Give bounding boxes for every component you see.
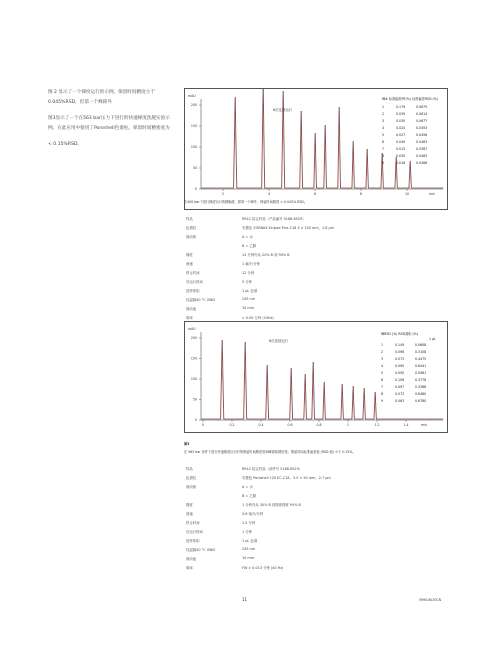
- rsd-2-rt-rsd: 0.090: [395, 364, 405, 368]
- rsd-2-peak: 2: [381, 350, 384, 354]
- rsd-1-rt-rsd: 0.030: [396, 119, 406, 123]
- runs-annotation: 6次连续运行: [273, 108, 293, 112]
- x-tick-label: 1: [346, 423, 350, 427]
- conditions-1-key: 后运行时间: [186, 280, 203, 284]
- conditions-1-value: > 0.05 分钟 (10Hz): [242, 316, 274, 320]
- rsd-2-area-rsd: 0.0608: [415, 343, 427, 347]
- conditions-2-key: 后运行时间: [186, 530, 203, 534]
- conditions-1-value: 5 分钟: [242, 280, 253, 284]
- rsd-2-rt-rsd: 0.073: [395, 357, 405, 361]
- rsd-1-area-rsd: 0.0483: [416, 154, 428, 158]
- rsd-1-area-rsd: 0.0677: [416, 119, 428, 123]
- figure-2-caption-text: 在400 bar下进行梯度运行的精确度，除第一个峰外，保留时间精度 < 0.045% RSD。: [184, 200, 308, 204]
- intro-paragraph-3: < 0.15%RSD。: [48, 142, 83, 147]
- conditions-1-value: 1 毫升/分钟: [242, 262, 260, 266]
- conditions-2-value: 1.5 分钟: [242, 521, 256, 525]
- rsd-2-peak: 6: [381, 378, 384, 382]
- conditions-2-key: 色谱柱: [186, 476, 197, 480]
- y-tick-label: 0: [194, 187, 197, 191]
- conditions-1-key: 样品: [186, 217, 193, 221]
- y-tick-label: 100: [190, 377, 197, 381]
- rsd-2-peak: 7: [381, 385, 384, 389]
- x-tick-label: 1.2: [374, 423, 380, 427]
- conditions-1-value: 1 µL 色谱: [242, 289, 258, 293]
- rsd-2-area-rsd: 0.6780: [415, 399, 427, 403]
- conditions-1-value: 12 分钟内从 20% B 到 90% B: [242, 253, 290, 257]
- y-tick-label: 150: [190, 124, 197, 128]
- rsd-1-peak: 9: [382, 161, 385, 165]
- rsd-1-area-rsd: 0.0675: [416, 105, 428, 109]
- intro-text: [48, 88, 173, 156]
- conditions-1-key: 柱温箱40 °C VWD: [186, 298, 215, 302]
- conditions-1-key: 停止时间: [186, 271, 200, 275]
- x-tick-label: 4: [267, 192, 271, 196]
- rsd-2-rt-rsd: 0.106: [395, 378, 405, 382]
- conditions-1-key: 流动池: [186, 307, 197, 311]
- y-unit-label: mAU: [188, 94, 196, 98]
- rsd-1-rt-rsd: 0.024: [396, 126, 406, 130]
- conditions-1-value: RRLC 检定样品（产品编号 5188-6529）: [242, 217, 306, 221]
- rsd-1-area-rsd: 0.0387: [416, 147, 428, 151]
- rsd-1-area-rsd: 0.0456: [416, 133, 428, 137]
- conditions-2-value: A = 水: [242, 485, 253, 489]
- rsd-1-peak: 4: [382, 126, 385, 130]
- conditions-2-value: FW > 0.013 分钟 (40 Hz): [242, 566, 284, 570]
- page-number: [242, 597, 247, 602]
- conditions-1-key: 色谱柱: [186, 226, 197, 230]
- x-tick-label: 1.4: [403, 423, 409, 427]
- conditions-2-value: 245 nm: [242, 547, 256, 551]
- rsd-1-area-rsd: 0.0453: [416, 126, 428, 130]
- rsd-table-1-header: 峰# 标准偏差RT(%) 标准偏差RSD (%): [382, 97, 439, 101]
- rsd-1-peak: 2: [382, 112, 385, 116]
- rsd-1-rt-rsd: 0.040: [396, 140, 406, 144]
- rsd-1-rt-rsd: 0.027: [396, 133, 406, 137]
- rsd-table-2-header: 峰RSD (%) RSD面积 (%): [381, 332, 419, 336]
- rsd-1-peak: 8: [382, 154, 385, 158]
- rsd-table-2: [381, 331, 445, 411]
- conditions-1-value: B = 乙腈: [242, 244, 257, 248]
- conditions-2-value: RRLC 检定样品（部件号 5188-6529）: [242, 467, 303, 471]
- conditions-2-value: 1 分钟内从 30% B 到梯度梯度 95% B: [242, 503, 301, 507]
- figure-3-label-text: 图3: [184, 442, 190, 446]
- figure-3-label: [184, 441, 189, 446]
- conditions-2-key: 停止时间: [186, 521, 200, 525]
- conditions-2-value: 安捷伦 Poroshell 120 EC-C18，3.0 × 50 mm，2.7 µm: [242, 476, 331, 480]
- page-number-text: 11: [242, 597, 248, 602]
- rsd-1-area-rsd: 0.0614: [416, 112, 428, 116]
- rsd-2-area-rsd: 0.6480: [415, 392, 427, 396]
- rsd-1-peak: 1: [382, 105, 385, 109]
- x-tick-label: 0.8: [316, 423, 322, 427]
- rsd-2-rt-rsd: 0.149: [395, 343, 405, 347]
- conditions-1-value: 安捷伦 ZORBAX Eclipse Plus C18 3 × 100 mm，1.8 µm: [242, 226, 334, 230]
- y-tick-label: 150: [190, 356, 197, 361]
- document-code: [419, 598, 441, 602]
- conditions-2-key: 样品: [186, 467, 193, 471]
- rsd-1-rt-rsd: 0.030: [396, 154, 406, 158]
- y-tick-label: 200: [190, 103, 197, 107]
- conditions-1-value: 10 mm: [242, 306, 254, 310]
- rsd-2-rt-rsd: 0.050: [395, 371, 405, 375]
- rsd-1-peak: 5: [382, 133, 385, 137]
- conditions-1-value: 245 nm: [242, 297, 256, 301]
- rsd-2-peak: 3: [381, 357, 384, 361]
- rsd-2-area-rsd: 0.3388: [415, 385, 427, 389]
- conditions-1-key: 频率: [186, 316, 193, 320]
- y-tick-label: 100: [190, 145, 197, 149]
- x-tick-label: 8: [359, 192, 363, 196]
- rsd-2-area-rsd: 0.4475: [415, 357, 427, 361]
- intro-paragraph-2: 图3显示了一个在563 bar压力下进行的快速梯度洗脱实验示例。在此应用中使用了Poroshell色谱柱。保留时间精密度为: [48, 116, 170, 131]
- conditions-1-value: 12 分钟: [242, 271, 255, 275]
- rsd-2-peak: 4: [381, 364, 384, 368]
- conditions-1-value: A = 水: [242, 235, 253, 239]
- rsd-1-peak: 7: [382, 147, 385, 151]
- conditions-1-key: 流动相: [186, 235, 197, 239]
- rsd-1-peak: 3: [382, 119, 385, 123]
- rsd-2-area-rsd: 0.3108: [415, 350, 427, 354]
- rsd-2-peak: 5: [381, 371, 384, 375]
- runs-annotation: 6次连续运行: [269, 339, 289, 343]
- y-tick-label: 50: [192, 166, 197, 170]
- rsd-2-area-rsd: 0.6441: [415, 364, 427, 368]
- conditions-table-2: [186, 466, 426, 576]
- rsd-2-peak: 1: [381, 343, 384, 347]
- conditions-2-value: 1 分钟: [242, 530, 253, 534]
- conditions-2-key: 流速: [186, 512, 193, 516]
- rsd-2-rt-rsd: 0.097: [395, 385, 405, 389]
- conditions-2-value: 1 µL 色谱: [242, 539, 258, 543]
- x-tick-label: 0: [201, 423, 205, 427]
- x-tick-label: 0.2: [229, 423, 235, 427]
- document-code-text: 5990-6020CN: [419, 598, 441, 602]
- conditions-2-key: 流动相: [186, 485, 197, 489]
- rsd-1-rt-rsd: 0.179: [396, 105, 406, 109]
- x-tick-label: 6: [313, 192, 317, 196]
- x-tick-label: 0.6: [287, 423, 293, 427]
- y-tick-label: 0: [194, 418, 197, 422]
- rsd-table-2-unit: 1 µL: [429, 337, 436, 341]
- x-unit-label: min: [421, 423, 428, 427]
- figure-3-caption: [184, 449, 356, 454]
- rsd-1-rt-rsd: 0.016: [396, 161, 406, 165]
- rsd-2-peak: 8: [381, 392, 384, 396]
- conditions-2-key: 柱温箱40 °C VWD: [186, 548, 215, 552]
- conditions-2-value: 3.6 毫升/分钟: [242, 512, 264, 516]
- figure-3-caption-text: 在 563 bar 条件下进行快速梯度运行时的保留时间精密度和峰面积精密度。保留时间标准偏差值 (RSD 值) 小于 0.15%。: [184, 450, 356, 454]
- conditions-1-key: 流速: [186, 262, 193, 266]
- conditions-1-key: 进样体积: [186, 289, 200, 293]
- rsd-2-rt-rsd: 0.096: [395, 350, 405, 354]
- rsd-table-1: [382, 96, 446, 176]
- rsd-1-rt-rsd: 0.013: [396, 147, 406, 151]
- conditions-1-key: 梯度: [186, 253, 193, 257]
- x-tick-label: 0.4: [258, 423, 264, 427]
- intro-paragraph-1: 图 2 显示了一个梯度运行的示例。保留时间精度小于 0.045%RSD，但第一个峰除外: [48, 90, 155, 105]
- conditions-table-1: [186, 216, 426, 320]
- x-tick-label: 10: [404, 192, 410, 196]
- x-tick-label: 2: [221, 192, 225, 196]
- conditions-2-key: 频率: [186, 566, 193, 570]
- rsd-2-peak: 9: [381, 399, 384, 403]
- x-unit-label: min: [429, 192, 436, 196]
- conditions-2-value: B = 乙腈: [242, 494, 257, 498]
- y-tick-label: 200: [190, 336, 197, 340]
- rsd-2-rt-rsd: 0.073: [395, 392, 405, 396]
- y-tick-label: 50: [192, 397, 197, 402]
- rsd-2-area-rsd: 0.3778: [415, 378, 427, 382]
- rsd-1-peak: 6: [382, 140, 385, 144]
- rsd-2-area-rsd: 0.0981: [415, 371, 427, 375]
- figure-2-caption: [184, 199, 307, 204]
- conditions-2-key: 流动池: [186, 557, 197, 561]
- conditions-2-key: 进样体积: [186, 539, 200, 543]
- rsd-1-area-rsd: 0.0483: [416, 140, 428, 144]
- rsd-2-rt-rsd: 0.063: [395, 399, 405, 403]
- rsd-1-area-rsd: 0.0466: [416, 161, 428, 165]
- rsd-1-rt-rsd: 0.039: [396, 112, 406, 116]
- y-unit-label: mAU: [188, 327, 196, 331]
- conditions-2-key: 梯度: [186, 503, 193, 507]
- conditions-2-value: 10 mm: [242, 556, 254, 560]
